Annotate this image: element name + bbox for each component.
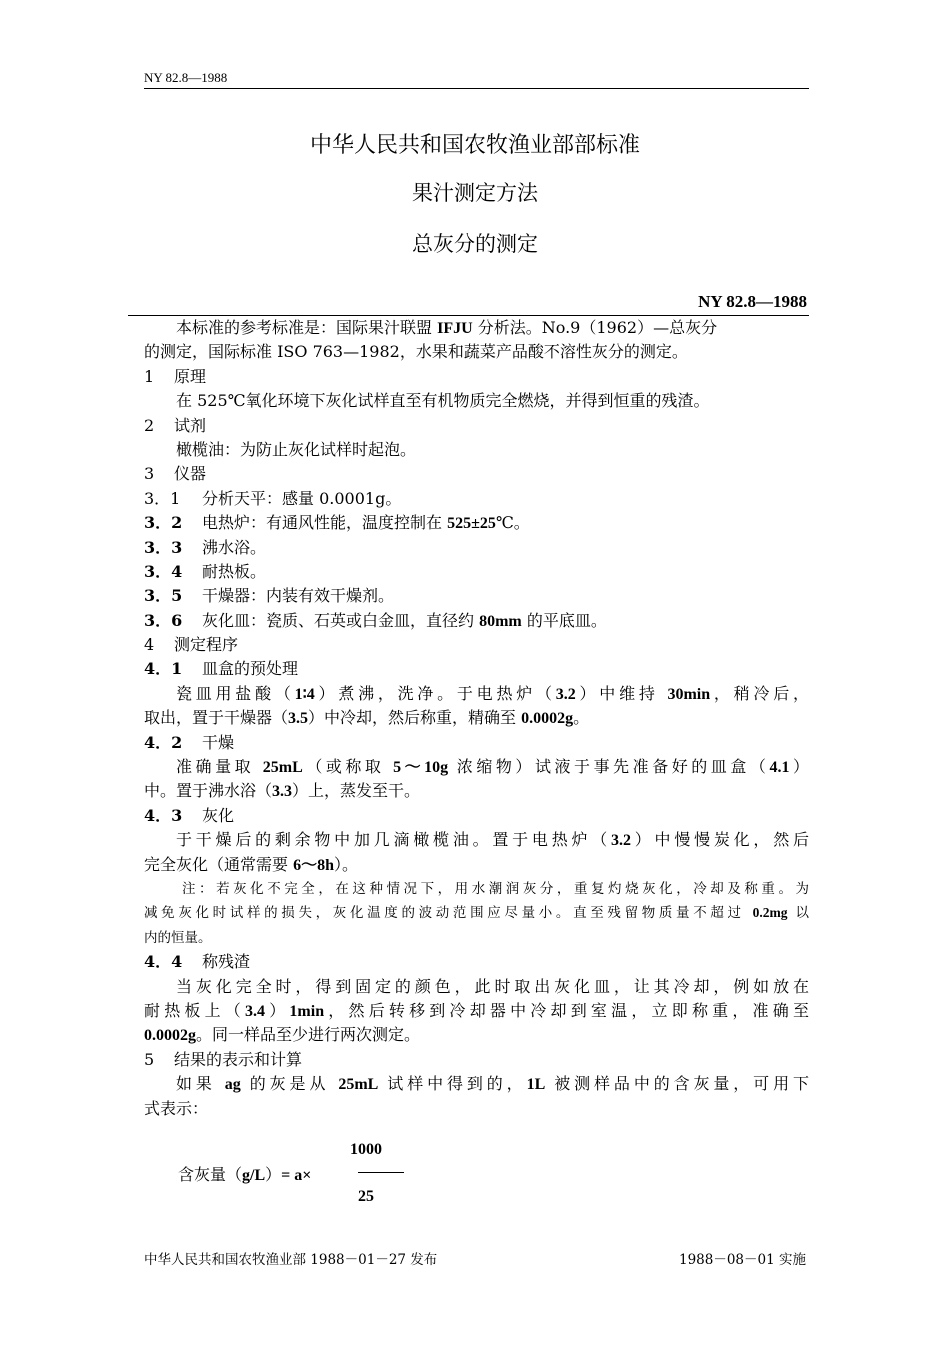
item-4-1-heading: 4．1 皿盒的预处理 [144,659,299,679]
footer-issued: 中华人民共和国农牧渔业部 1988－01－27 发布 [144,1252,438,1268]
item-4-1-line-2: 取出，置于干燥器（3.5）中冷却，然后称重，精确至 0.0002g。 [144,708,590,728]
section-5-line-2: 式表示： [144,1098,209,1118]
formula-fraction-bar [358,1172,404,1173]
standard-number: NY 82.8—1988 [698,292,807,311]
item-3-3: 3．3 沸水浴。 [144,537,267,557]
title-subject: 总灰分的测定 [412,232,538,256]
section-2-heading: 2 试剂 [144,415,207,435]
item-3-2: 3．2 电热炉：有通风性能，温度控制在 525±25℃。 [144,513,530,533]
item-4-2-line-2: 中。置于沸水浴（3.3）上，蒸发至干。 [144,781,421,801]
item-3-6: 3．6 灰化皿：瓷质、石英或白金皿，直径约 80mm 的平底皿。 [144,610,607,630]
title-ministry: 中华人民共和国农牧渔业部部标准 [309,133,640,158]
item-3-4: 3．4 耐热板。 [144,561,267,581]
section-1-text: 在 525℃氧化环境下灰化试样直至有机物质完全燃烧，并得到恒重的残渣。 [176,391,710,411]
item-4-2-heading: 4．2 干燥 [144,732,235,752]
item-4-4-line-3: 0.0002g。同一样品至少进行两次测定。 [144,1025,421,1045]
note-line-1: 注：若灰化不完全，在这种情况下，用水潮润灰分，重复灼烧灰化，冷却及称重。为 [182,880,809,897]
section-1-heading: 1 原理 [144,366,207,386]
section-4-heading: 4 测定程序 [144,635,239,655]
note-line-3: 内的恒量。 [144,929,212,946]
item-4-4-line-2: 耐热板上（3.4）1min，然后转移到冷却器中冷却到室温，立即称重，准确至 [144,1000,809,1020]
item-4-3-line-2: 完全灰化（通常需要 6～8h）。 [144,854,359,874]
document-body [144,316,809,1121]
item-4-4-line-1: 当灰化完全时，得到固定的颜色，此时取出灰化皿，让其冷却，例如放在 [176,976,809,996]
formula-numerator: 1000 [350,1141,382,1158]
ash-formula [178,1136,438,1216]
header-rule [144,88,809,89]
item-4-2-line-1: 准确量取 25mL（或称取 5～10g 浓缩物）试液于事先准备好的皿盒（4.1） [176,757,809,777]
section-5-line-1: 如果 ag 的灰是从 25mL 试样中得到的，1L 被测样品中的含灰量，可用下 [176,1074,809,1094]
section-3-heading: 3 仪器 [144,464,207,484]
formula-label: 含灰量（g/L）= a× [178,1165,312,1184]
item-3-1: 3．1 分析天平：感量 0.0001g。 [144,488,402,508]
running-head: NY 82.8—1988 [144,70,228,85]
intro-line-1: 本标准的参考标准是：国际果汁联盟 IFJU 分析法。No.9（1962）—总灰分 [176,318,718,337]
section-5-heading: 5 结果的表示和计算 [144,1049,303,1069]
section-2-text: 橄榄油：为防止灰化试样时起泡。 [176,439,417,459]
item-4-1-line-1: 瓷皿用盐酸（1∶4）煮沸，洗净。于电热炉（3.2）中维持 30min，稍冷后， [176,683,809,703]
footer-effective: 1988－08－01 实施 [678,1252,806,1268]
item-4-3-heading: 4．3 灰化 [144,805,235,825]
formula-denominator: 25 [358,1188,374,1205]
item-3-5: 3．5 干燥器：内装有效干燥剂。 [144,586,395,606]
note-line-2: 减免灰化时试样的损失，灰化温度的波动范围应尽量小。直至残留物质量不超过 0.2mg 以 [144,905,810,922]
item-4-3-line-1: 于干燥后的剩余物中加几滴橄榄油。置于电热炉（3.2）中慢慢炭化，然后 [176,830,809,850]
title-method: 果汁测定方法 [412,181,538,205]
intro-line-2: 的测定，国际标准 ISO 763—1982，水果和蔬菜产品酸不溶性灰分的测定。 [144,342,688,362]
item-4-4-heading: 4．4 称残渣 [144,952,251,972]
